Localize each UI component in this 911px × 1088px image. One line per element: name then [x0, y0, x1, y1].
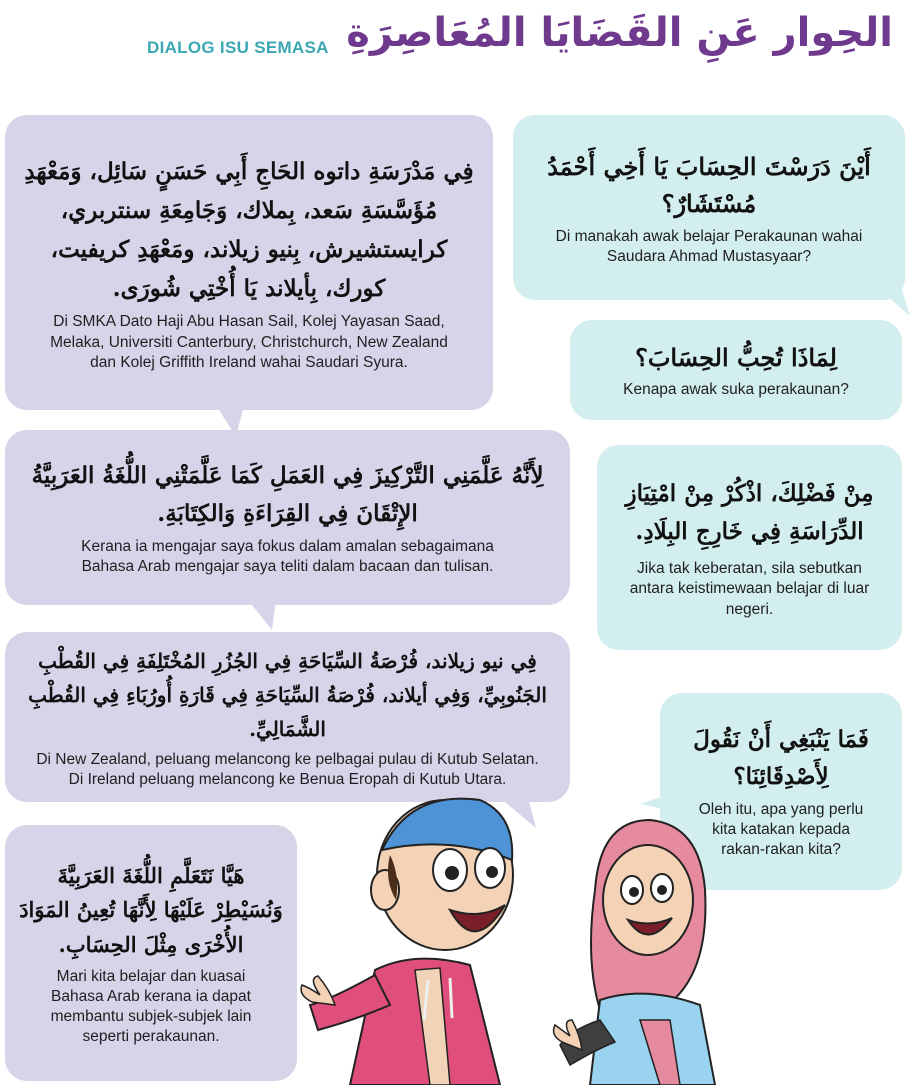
series-label: DIALOG ISU SEMASA — [147, 38, 329, 57]
bubble-arabic-text: لِمَاذَا تُحِبُّ الحِسَابَ؟ — [635, 342, 837, 372]
bubble-answer-schools — [5, 115, 493, 410]
header — [0, 0, 911, 100]
bubble-arabic-text: فِي مَدْرَسَةِ داتوه الحَاجِ أَبِي حَسَنٍ سَائِل، وَمَعْهَدِ مُؤَسَّسَةِ سَعد، بِملاك، وَجَامِعَةِ سنتربري، كرايستشيرش، بِنيو زيلاند، ومَعْهَدِ كريفيت، كورك، بِأيلاند يَا أُخْتِي شُورَى. — [24, 158, 474, 303]
bubble-malay-text: Kerana ia mengajar saya fokus dalam amalan sebagaimana Bahasa Arab mengajar saya teliti dalam bacaan dan tulisan. — [81, 538, 494, 576]
cartoon-illustration — [300, 780, 720, 1085]
bubble-malay-text: Di manakah awak belajar Perakaunan wahai Saudara Ahmad Mustasyaar? — [555, 227, 863, 265]
boy-character — [301, 799, 513, 1085]
bubble-malay-text: Di New Zealand, peluang melancong ke pelbagai pulau di Kutub Selatan. Di Ireland peluang melancong ke Benua Eropah di Kutub Utara. — [36, 750, 539, 788]
bubble-malay-text: Kenapa awak suka perakaunan? — [623, 380, 849, 398]
bubble-question-why-accounting — [570, 320, 902, 420]
bubble-question-advantages — [597, 445, 902, 650]
bubble-arabic-text: فِي نيو زيلاند، فُرْصَةُ السِّيَاحَةِ فِي الجُزُرِ المُخْتَلِفَةِ فِي القُطْبِ الجَنُوبِيِّ، وَفِي أيلاند، فُرْصَةُ السِّيَاحَةِ فِي قَارَةِ أُورُبَاءِ فِي القُطْبِ الشَّمَالِيِّ. — [28, 648, 547, 741]
bubble-malay-text: Mari kita belajar dan kuasai Bahasa Arab kerana ia dapat membantu subjek-subjek lain seperti perakaunan. — [50, 967, 252, 1046]
bubble-answer-focus — [5, 430, 570, 605]
bubble-answer-travel — [5, 632, 570, 802]
bubble-malay-text: Oleh itu, apa yang perlu kita katakan kepada rakan-rakan kita? — [698, 801, 864, 859]
page-title: الحِوار عَنِ القَضَايَا المُعَاصِرَةِ — [346, 10, 893, 56]
bubble-malay-text: Di SMKA Dato Haji Abu Hasan Sail, Kolej Yayasan Saad, Melaka, Universiti Canterbury, Christchurch, New Zealand dan Kolej Griffith Ireland wahai Saudari Syura. — [50, 313, 448, 371]
bubble-question-where-study — [513, 115, 905, 300]
bubble-arabic-text: أَيْنَ دَرَسْتَ الحِسَابَ يَا أَخِي أَحْمَدُ مُسْتَشَارٌ؟ — [547, 152, 871, 219]
bubble-tail — [880, 290, 911, 320]
bubble-arabic-text: لِأَنَّهُ عَلَّمَنِي التَّرْكِيزَ فِي العَمَلِ كَمَا عَلَّمَتْنِي اللُّغَةُ العَرَبِيَّةُ الإِتْقَانَ فِي القِرَاءَةِ وَالكِتَابَةِ. — [31, 462, 544, 528]
girl-character — [554, 820, 715, 1085]
bubble-tail — [248, 600, 288, 634]
bubble-answer-learn-arabic — [5, 825, 297, 1081]
bubble-malay-text: Jika tak keberatan, sila sebutkan antara keistimewaan belajar di luar negeri. — [629, 560, 870, 618]
bubble-arabic-text: فَمَا يَنْبَغِي أَنْ نَقُولَ لِأَصْدِقَائِنَا؟ — [693, 726, 869, 791]
bubble-arabic-text: مِنْ فَضْلِكَ، اذْكُرْ مِنْ امْتِيَازِ الدِّرَاسَةِ فِي خَارِجِ البِلَادِ. — [625, 480, 874, 546]
bubble-arabic-text: هَيَّا نَتَعَلَّمِ اللُّغَةَ العَرَبِيَّةَ وَنُسَيْطِرْ عَلَيْهَا لِأَنَّهَا تُعِينُ المَوَادَ الأُخْرَى مِثْلَ الحِسَابِ. — [19, 862, 283, 958]
